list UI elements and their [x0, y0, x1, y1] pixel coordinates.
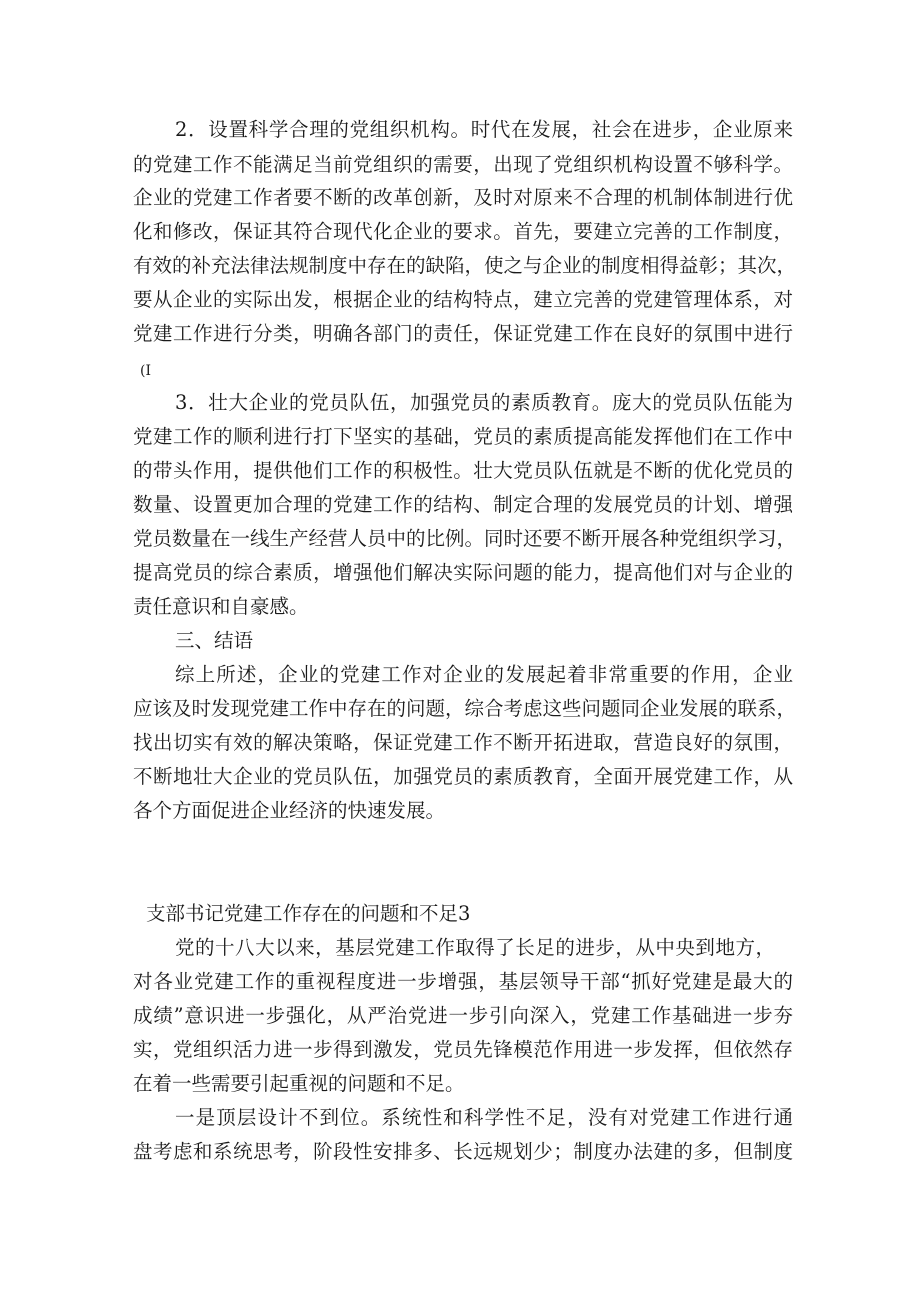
paragraph-line: 2．设置科学合理的党组织机构。时代在发展，社会在进步，企业原来: [175, 118, 793, 141]
paragraph-line: 找出切实有效的解决策略，保证党建工作不断开拓进取，营造良好的氛围，: [133, 731, 793, 754]
paragraph-line: 有效的补充法律法规制度中存在的缺陷，使之与企业的制度相得益彰；其次，: [133, 254, 797, 277]
paragraph-line: 企业的党建工作者要不断的改革创新，及时对原来不合理的机制体制进行优: [133, 186, 793, 209]
paragraph-line: 党的十八大以来，基层党建工作取得了长足的进步，从中央到地方，: [175, 936, 775, 959]
paragraph-line: 提高党员的综合素质，增强他们解决实际问题的能力，提高他们对与企业的: [133, 561, 793, 584]
paragraph-line: 不断地壮大企业的党员队伍，加强党员的素质教育，全面开展党建工作，从: [133, 765, 793, 788]
paragraph-line: 党建工作的顺利进行打下坚实的基础，党员的素质提高能发挥他们在工作中: [133, 425, 793, 448]
paragraph-line: 实，党组织活力进一步得到激发，党员先锋模范作用进一步发挥，但依然存: [133, 1038, 793, 1061]
paragraph-line: 化和修改，保证其符合现代化企业的要求。首先，要建立完善的工作制度，: [133, 220, 793, 243]
paragraph-end-mark: (I: [140, 363, 151, 379]
paragraph-line: 党建工作进行分类，明确各部门的责任，保证党建工作在良好的氛围中进行: [133, 322, 793, 345]
paragraph-line: 盘考虑和系统思考，阶段性安排多、长远规划少；制度办法建的多，但制度: [133, 1140, 793, 1163]
article-title: 支部书记党建工作存在的问题和不足3: [146, 902, 471, 925]
paragraph-line: 一是顶层设计不到位。系统性和科学性不足，没有对党建工作进行通: [175, 1106, 793, 1129]
paragraph-line: 的党建工作不能满足当前党组织的需要，出现了党组织机构设置不够科学。: [133, 153, 793, 176]
paragraph-line: 要从企业的实际出发，根据企业的结构特点，建立完善的党建管理体系，对: [133, 288, 793, 311]
paragraph-line: 成绩”意识进一步强化，从严治党进一步引向深入，党建工作基础进一步夯: [133, 1004, 793, 1027]
section-heading: 三、结语: [175, 629, 254, 652]
paragraph-line: 综上所述，企业的党建工作对企业的发展起着非常重要的作用，企业: [175, 663, 793, 686]
paragraph-line: 数量、设置更加合理的党建工作的结构、制定合理的发展党员的计划、增强: [133, 493, 793, 516]
paragraph-line: 各个方面促进企业经济的快速发展。: [133, 799, 446, 822]
paragraph-line: 责任意识和自豪感。: [133, 595, 309, 618]
paragraph-line: 应该及时发现党建工作中存在的问题，综合考虑这些问题同企业发展的联系，: [133, 697, 797, 720]
paragraph-line: 党员数量在一线生产经营人员中的比例。同时还要不断开展各种党组织学习，: [133, 527, 797, 550]
paragraph-line: 对各业党建工作的重视程度进一步增强，基层领导干部“抓好党建是最大的: [133, 970, 793, 993]
paragraph-line: 在着一些需要引起重视的问题和不足。: [133, 1072, 465, 1095]
paragraph-line: 3．壮大企业的党员队伍，加强党员的素质教育。庞大的党员队伍能为: [175, 391, 793, 414]
paragraph-line: 的带头作用，提供他们工作的积极性。壮大党员队伍就是不断的优化党员的: [133, 459, 793, 482]
